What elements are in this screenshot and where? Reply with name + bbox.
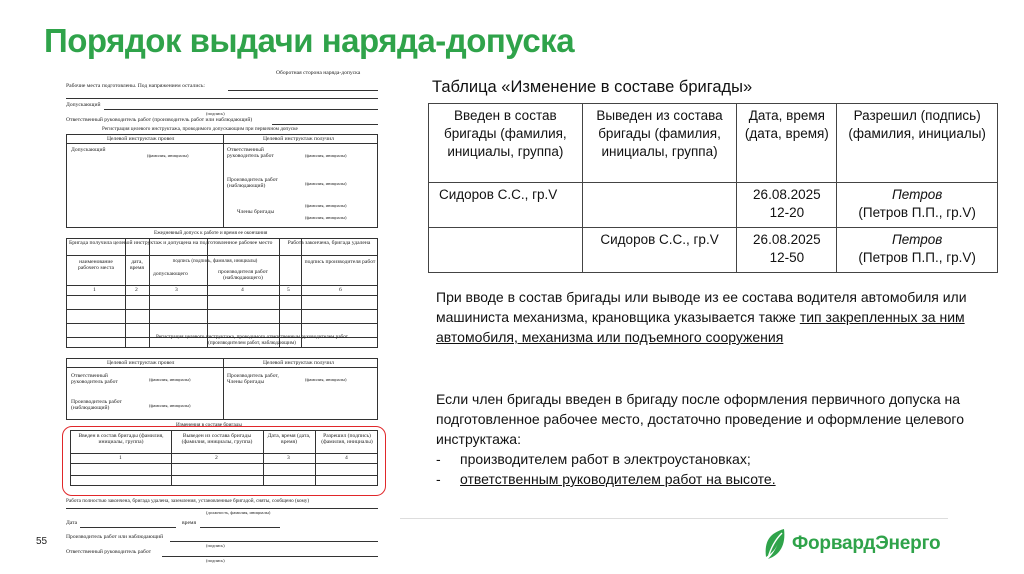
form-sign-caption-3: (подпись) — [206, 558, 225, 563]
form-proizv-chl: Производитель работ, Члены бригады — [227, 373, 279, 385]
paragraph-vehicle-text: При вводе в состав бригады или выводе из ее состава водителя автомобиля или машиниста механизма, крановщика указывается также — [436, 289, 967, 325]
cell-time: 12-50 — [769, 250, 805, 265]
form-sign-caption: (подпись) — [206, 111, 225, 116]
form-colnum: 1 — [93, 287, 96, 293]
bullet-dash: - — [436, 451, 441, 467]
bullet-dash: - — [436, 471, 441, 487]
form-s3-left: Целевой инструктаж провел — [107, 360, 175, 366]
table-header-row — [429, 104, 998, 183]
paragraph-member-text: Если член бригады введен в бригаду после оформления первичного допуска на подготовленное рабочее место, достаточно проведение и оформление целевого инструктажа: — [436, 391, 965, 447]
form-s2-left: Бригада получила целевой инструктаж и допущена на подготовленное рабочее место — [69, 240, 273, 246]
form-resp3: Ответственный руководитель работ — [66, 549, 152, 555]
form-end2: (должность, фамилия, инициалы) — [206, 510, 271, 515]
form-fio-4: (фамилия, инициалы) — [305, 203, 347, 208]
form-colnum: 3 — [287, 455, 290, 461]
form-col-sign2: подпись производителя работ — [304, 259, 376, 265]
form-fio-8: (фамилия, инициалы) — [305, 377, 347, 382]
paragraph-member — [436, 389, 1016, 489]
form-fio-3: (фамилия, инициалы) — [305, 181, 347, 186]
form-s1-right: Целевой инструктаж получил — [263, 136, 334, 142]
table-caption: Таблица «Изменение в составе бригады» — [432, 78, 753, 96]
highlight-oval — [62, 426, 386, 496]
form-colnum: 2 — [215, 455, 218, 461]
form-s1-left: Целевой инструктаж провел — [107, 136, 175, 142]
form-time: время — [182, 520, 197, 526]
form-colnum: 5 — [287, 287, 290, 293]
form-date: Дата — [66, 520, 78, 526]
form-colnum: 6 — [339, 287, 342, 293]
brigade-changes-table — [428, 103, 998, 273]
form-s3-right: Целевой инструктаж получил — [263, 360, 334, 366]
list-item — [436, 469, 1016, 489]
form-col-sign: подпись (подпись, фамилия, инициалы) — [172, 259, 258, 264]
cell-added: Сидоров С.С., гр.V — [429, 183, 583, 228]
cell-time: 12-20 — [769, 205, 805, 220]
bullet-text-2: ответственным руководителем работ на высоте. — [460, 471, 776, 487]
form-fio-7: (фамилия, инициалы) — [149, 403, 191, 408]
page-title: Порядок выдачи наряда-допуска — [44, 22, 575, 59]
logo-text: ФорвардЭнерго — [792, 533, 941, 554]
form-m3: Дата, время (дата, время) — [267, 433, 311, 445]
form-section-1: Регистрация целевого инструктажа, проводимого допускающим при первичном допуске — [102, 126, 298, 132]
form-fio-2: (фамилия, инициалы) — [305, 153, 347, 158]
form-fio-1: (фамилия, инициалы) — [147, 153, 189, 158]
table-row — [429, 183, 998, 228]
form-colnum: 4 — [345, 455, 348, 461]
form-col-pr: производителя работ (наблюдающего) — [218, 269, 268, 281]
bullet-text-1: производителем работ в электроустановках; — [460, 451, 751, 467]
form-section-2: Ежедневный допуск к работе и время ее окончания — [154, 230, 268, 236]
cell-name: (Петров П.П., гр.V) — [858, 250, 976, 265]
cell-datetime — [737, 228, 837, 273]
cell-datetime — [737, 183, 837, 228]
form-colnum: 2 — [135, 287, 138, 293]
cell-sign: Петров — [892, 232, 943, 247]
cell-permitted — [837, 183, 998, 228]
form-resp2: Ответственный руководитель работ — [71, 373, 118, 385]
form-col-name: наименование рабочего места — [77, 259, 115, 271]
cell-removed: Сидоров С.С., гр.V — [582, 228, 737, 273]
cell-date: 26.08.2025 — [753, 232, 821, 247]
form-proizv3: Производитель работ или наблюдающий — [66, 534, 164, 540]
table-row — [429, 228, 998, 273]
form-colnum: 4 — [241, 287, 244, 293]
form-line-resp: Ответственный руководитель работ (производитель работ или наблюдающий) — [66, 117, 253, 123]
header-added: Введен в состав бригады (фамилия, инициалы, группа) — [429, 104, 583, 183]
form-proizv: Производитель работ (наблюдающий) — [227, 177, 278, 189]
form-col-dop: допускающего — [153, 271, 188, 277]
cell-name: (Петров П.П., гр.V) — [858, 205, 976, 220]
form-fio-5: (фамилия, инициалы) — [305, 215, 347, 220]
form-colnum: 3 — [175, 287, 178, 293]
form-sign-caption-2: (подпись) — [206, 543, 225, 548]
form-fio-6: (фамилия, инициалы) — [149, 377, 191, 382]
divider — [400, 518, 948, 519]
cell-date: 26.08.2025 — [753, 187, 821, 202]
cell-removed — [582, 183, 737, 228]
form-m1: Введен в состав бригады (фамилия, инициалы, группа) — [78, 433, 164, 445]
form-resp: Ответственный руководитель работ — [227, 147, 274, 159]
form-end1: Работа полностью закончена, бригада удалена, заземления, установленные бригадой, сняты, сообщено (кому) — [66, 498, 310, 504]
cell-sign: Петров — [892, 187, 943, 202]
form-proizv2: Производитель работ (наблюдающий) — [71, 399, 122, 411]
form-chleny: Члены бригады — [237, 209, 275, 215]
form-header: Оборотная сторона наряда-допуска — [276, 70, 361, 76]
header-removed: Выведен из состава бригады (фамилия, инициалы, группа) — [582, 104, 737, 183]
header-permitted: Разрешил (подпись) (фамилия, инициалы) — [837, 104, 998, 183]
header-date: Дата, время (дата, время) — [737, 104, 837, 183]
cell-added — [429, 228, 583, 273]
form-m2: Выведен из состава бригады (фамилия, инициалы, группа) — [181, 433, 253, 445]
form-line-dopusk: Допускающий — [66, 102, 101, 108]
form-colnum: 1 — [119, 455, 122, 461]
leaf-icon — [762, 527, 788, 561]
paragraph-vehicle — [436, 287, 1016, 347]
form-section-3: Регистрация целевого инструктажа, проводимого ответственным руководителем работ (производителем работ, наблюдающим) — [156, 334, 348, 346]
cell-permitted — [837, 228, 998, 273]
form-m4: Разрешил (подпись) (фамилия, инициалы) — [321, 433, 373, 445]
form-col-date: дата, время — [129, 259, 145, 271]
list-item — [436, 449, 1016, 469]
company-logo — [762, 526, 940, 562]
form-s2-right: Работа закончена, бригада удалена — [287, 240, 371, 246]
form-line-prepared: Рабочие места подготовлены. Под напряжением остались: — [66, 83, 205, 89]
paragraph-vehicle-underlined: тип закрепленных за ним автомобиля, механизма или подъемного сооружения — [436, 309, 965, 345]
form-section-4: Изменения в составе бригады — [176, 422, 242, 428]
page-number: 55 — [36, 536, 48, 547]
form-dopusk: Допускающий — [71, 147, 106, 153]
